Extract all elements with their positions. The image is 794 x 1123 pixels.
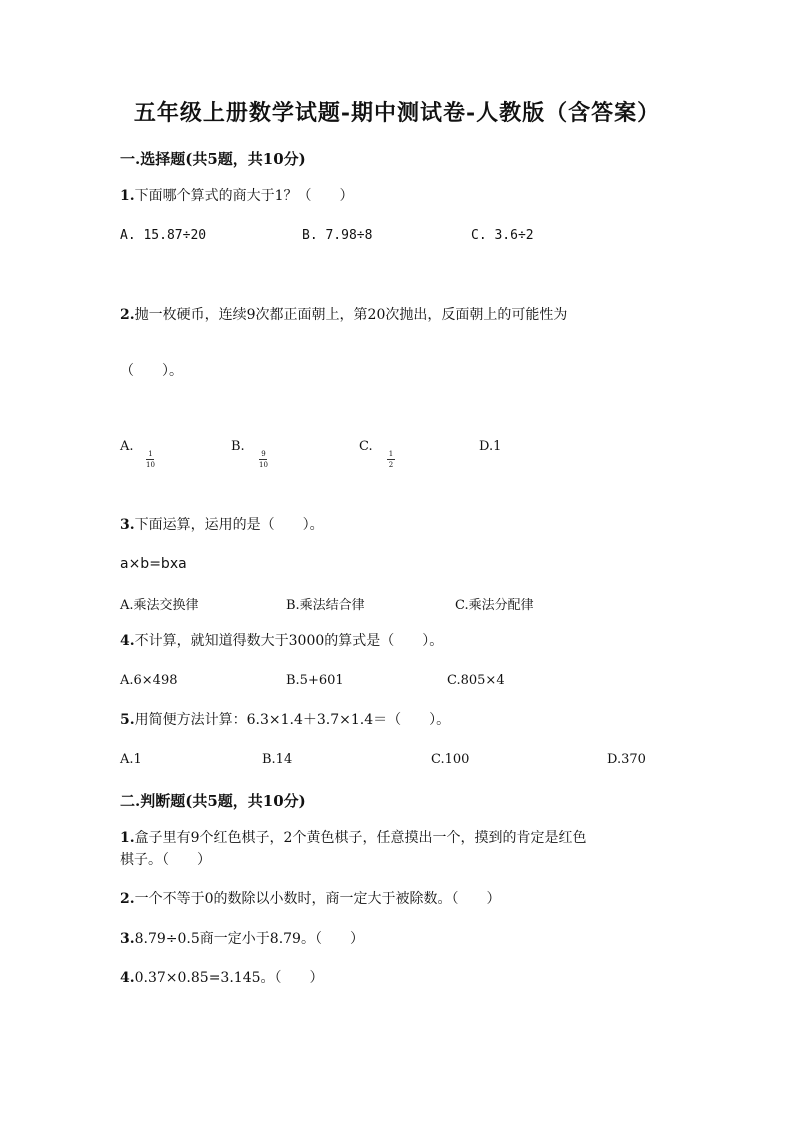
fraction-numerator: 1 — [388, 450, 394, 458]
option-a: A.1 — [120, 752, 142, 767]
fraction-denominator: 2 — [388, 461, 394, 469]
fraction-denominator: 10 — [259, 461, 268, 469]
judge-question-1 — [120, 827, 586, 849]
question-number: 2. — [120, 307, 135, 323]
section-title-judge: 二.判断题(共5题，共10分) — [120, 792, 306, 810]
question-number: 4. — [120, 970, 135, 986]
question-text: 抛一枚硬币，连续9次都正面朝上，第20次抛出，反面朝上的可能性为 — [134, 307, 568, 323]
question-4 — [120, 630, 443, 652]
option-b: B.乘法结合律 — [286, 598, 365, 613]
option-b: B.5+601 — [286, 673, 344, 688]
question-2-blank: （ ）。 — [120, 363, 183, 379]
question-text: 下面运算，运用的是（ ）。 — [134, 517, 324, 533]
page-title: 五年级上册数学试题-期中测试卷-人教版（含答案） — [133, 100, 661, 126]
question-5 — [120, 709, 450, 731]
question-number: 1. — [120, 188, 135, 204]
option-c: C.乘法分配律 — [455, 598, 534, 613]
question-text: 8.79÷0.5商一定小于8.79。（ ） — [134, 931, 364, 947]
formula: a×b=bxa — [120, 556, 187, 572]
question-number: 2. — [120, 891, 135, 907]
option-c: C.100 — [431, 752, 470, 767]
fraction-b — [259, 450, 268, 469]
question-text: 盒子里有9个红色棋子，2个黄色棋子，任意摸出一个，摸到的肯定是红色 — [134, 830, 587, 846]
judge-question-4 — [120, 967, 324, 989]
section-title-choice: 一.选择题(共5题，共10分) — [120, 150, 306, 168]
question-number: 3. — [120, 931, 135, 947]
option-a: A.乘法交换律 — [120, 598, 199, 613]
option-d: D.370 — [607, 752, 646, 767]
question-text: 一个不等于0的数除以小数时，商一定大于被除数。（ ） — [134, 891, 501, 907]
fraction-denominator: 10 — [146, 461, 155, 469]
question-text: 不计算，就知道得数大于3000的算式是（ ）。 — [134, 633, 444, 649]
option-a-label: A. — [120, 439, 134, 454]
option-c: C.805×4 — [447, 673, 505, 688]
judge-question-3 — [120, 928, 364, 950]
question-number: 3. — [120, 517, 135, 533]
question-text: 下面哪个算式的商大于1？（ ） — [134, 188, 354, 204]
fraction-numerator: 1 — [148, 450, 153, 458]
question-2 — [120, 304, 567, 326]
question-text: 用简便方法计算：6.3×1.4＋3.7×1.4＝（ ）。 — [134, 712, 451, 728]
option-b: B. 7.98÷8 — [302, 228, 373, 243]
option-a: A. 15.87÷20 — [120, 228, 207, 243]
fraction-bar — [259, 459, 267, 460]
judge-question-2 — [120, 888, 501, 910]
question-number: 4. — [120, 633, 135, 649]
question-number: 1. — [120, 830, 135, 846]
fraction-a — [146, 450, 155, 469]
question-1 — [120, 185, 354, 207]
option-d: D.1 — [479, 439, 502, 454]
fraction-bar — [387, 459, 395, 460]
fraction-c — [387, 450, 395, 469]
option-b-label: B. — [231, 439, 245, 454]
question-text: 0.37×0.85=3.145。（ ） — [134, 970, 324, 986]
fraction-bar — [146, 459, 154, 460]
option-a: A.6×498 — [120, 673, 178, 688]
option-c: C. 3.6÷2 — [471, 228, 534, 243]
judge-question-1-cont: 棋子。（ ） — [120, 852, 211, 868]
fraction-numerator: 9 — [261, 450, 266, 458]
question-number: 5. — [120, 712, 135, 728]
option-c-label: C. — [359, 439, 373, 454]
option-b: B.14 — [262, 752, 293, 767]
question-3 — [120, 514, 324, 536]
